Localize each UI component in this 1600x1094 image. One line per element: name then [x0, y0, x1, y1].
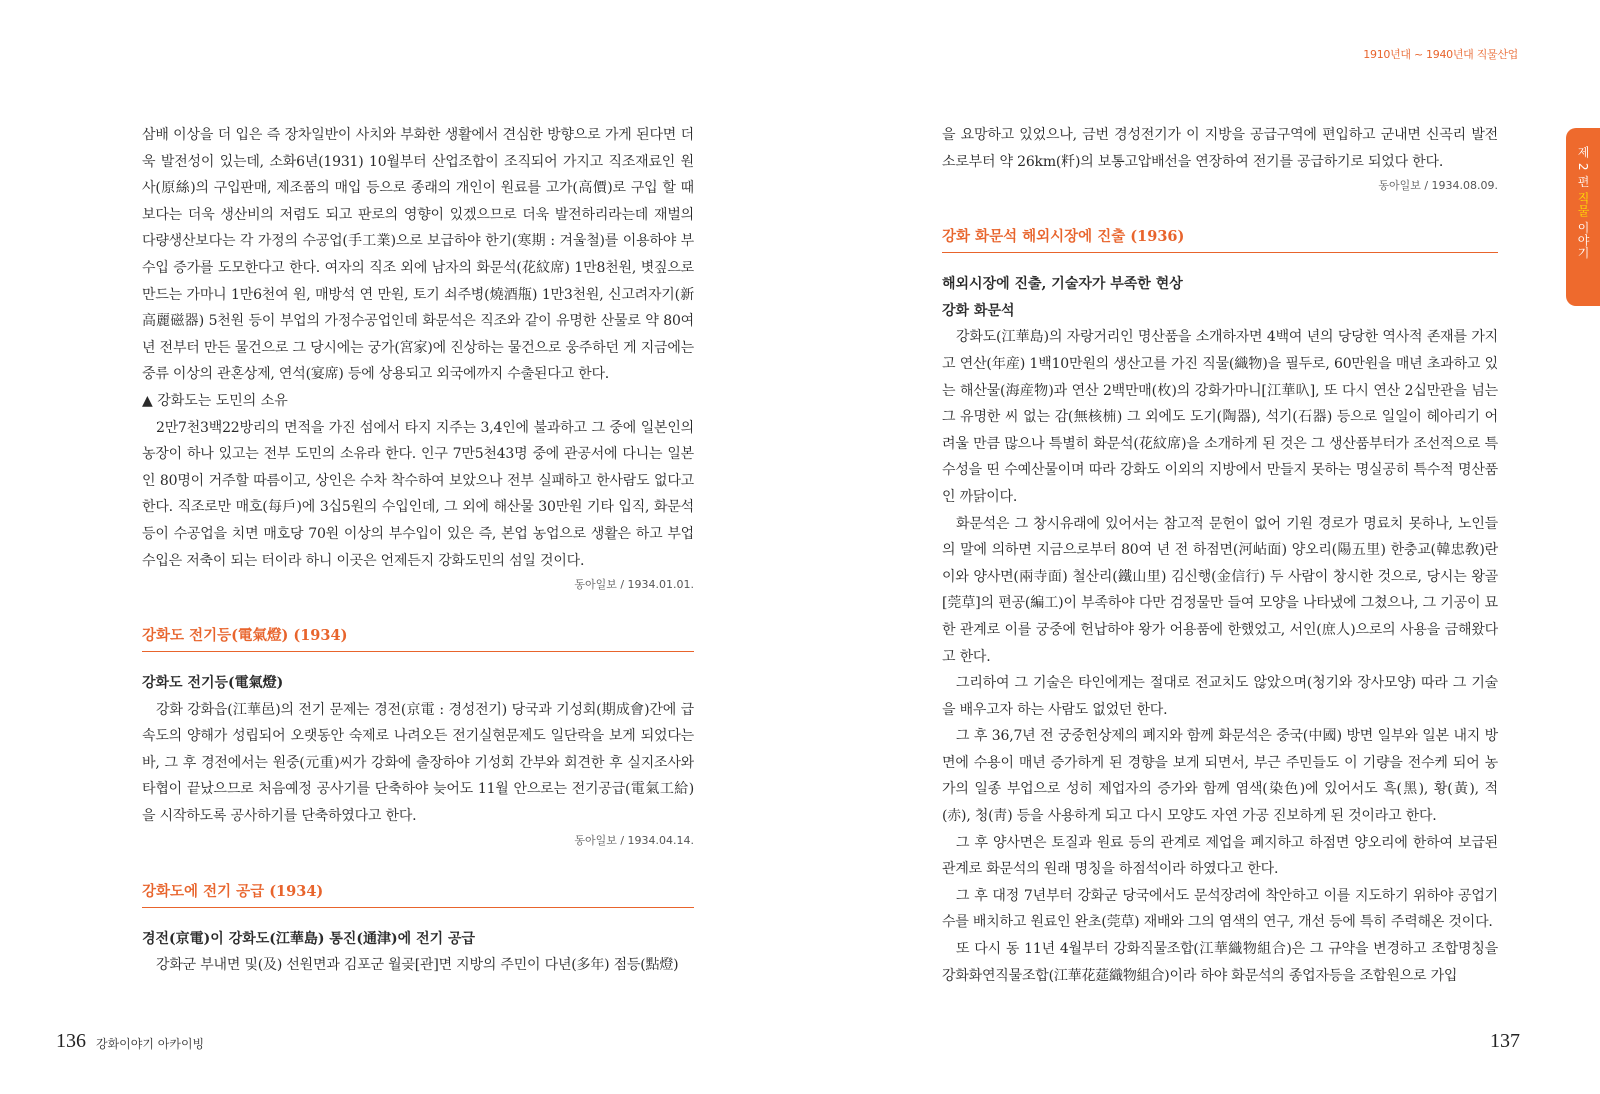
right-page-column — [942, 122, 1498, 989]
right-paragraph-5: 그 후 양사면은 토질과 원료 등의 관계로 제업을 폐지하고 하점면 양오리에 한하여 보급된 관계로 화문석의 원래 명칭을 하점석이라 하였다고 한다. — [942, 834, 1498, 878]
section-body-electric-lamp: 강화 강화읍(江華邑)의 전기 문제는 경전(京電 : 경성전기) 당국과 기성회(期成會)간에 급속도의 양해가 성립되어 오랫동안 숙제로 나려오든 전기실현문제도 일단락을 보게 되었다는 바, 그 후 경전에서는 원중(元重)씨가 강화에 출장하야 기성회 간부와 회견한 후 실지조사와 타협이 끝났으므로 처음예정 공사기를 단축하야 늦어도 11월 안으로는 전기공급(電氣工給)을 시작하도록 공사하기를 단축하였다고 한다. — [142, 701, 694, 825]
section-heading-electric-lamp: 강화도 전기등(電氣燈) — [142, 675, 284, 692]
side-tab-highlight: 직물 — [1576, 192, 1590, 218]
section-body-power-supply: 강화군 부내면 및(及) 선원면과 김포군 월곶[관]면 지방의 주민이 다년(多年) 점등(點燈) — [156, 957, 679, 974]
running-header: 1910년대 ~ 1940년대 직물산업 — [1363, 48, 1518, 61]
left-page-column — [142, 122, 694, 979]
right-intro-paragraph: 을 요망하고 있었으나, 금번 경성전기가 이 지방을 공급구역에 편입하고 군내면 신곡리 발전소로부터 약 26km(粁)의 보통고압배선을 연장하여 전기를 공급하기로 되었다 한다. — [942, 127, 1498, 170]
left-footer-book-title: 강화이야기 아카이빙 — [96, 1037, 205, 1051]
left-intro-paragraph: 삼배 이상을 더 입은 즉 장차일반이 사치와 부화한 생활에서 견심한 방향으로 가게 된다면 더욱 발전성이 있는데, 소화6년(1931) 10월부터 산업조합이 조직되어 가지고 직조재료인 원사(原絲)의 구입판매, 제조품의 매입 등으로 종래의 개인이 원료를 고가(高價)로 구입 할 때보다는 더욱 생산비의 저렴도 되고 판로의 영향이 있겠으므로 더욱 발전하리라는데 재벌의 다량생산보다는 각 가정의 수공업(手工業)으로 보급하야 한기(寒期 : 겨울철)를 이용하야 부수입 증가를 도모한다고 한다. 여자의 직조 외에 남자의 화문석(花紋席) 1만8천원, 볏짚으로 만드는 가마니 1만6천여 원, 매방석 연 만원, 토기 쇠주병(燒酒甁) 1만3천원, 신고려자기(新高麗磁器) 5천원 등이 부업의 가정수공업인데 화문석은 직조와 같이 유명한 산물로 약 80여년 전부터 만든 물건으로 그 당시에는 궁가(宮家)에 진상하는 물건으로 웅주하던 게 지금에는 중류 이상의 관혼상제, 연석(宴席) 등에 상용되고 외국에까지 수출된다고 한다. — [142, 127, 694, 383]
left-subheading-owners: ▲ 강화도는 도민의 소유 — [142, 392, 288, 409]
right-paragraph-6: 그 후 대정 7년부터 강화군 당국에서도 문석장려에 착안하고 이를 지도하기 위하야 공업기수를 배치하고 원료인 완초(莞草) 재배와 그의 염색의 연구, 개선 등에 특히 주력해온 것이다. — [942, 887, 1498, 931]
left-paragraph-owners: 2만7천3백22방리의 면적을 가진 섬에서 타지 지주는 3,4인에 불과하고 그 중에 일본인의 농장이 하나 있고는 전부 도민의 소유라 한다. 인구 7만5천43명 중에 관공서에 다니는 일본인 80명이 거주할 따름이고, 상인은 수차 착수하여 보았으나 전부 실패하고 한사람도 없다고 한다. 직조로만 매호(每戶)에 3십5원의 수입인데, 그 외에 해산물 30만원 기타 입직, 화문석 등이 수공업을 치면 매호당 70원 이상의 부수입이 있은 즉, 본업 농업으로 생활은 하고 부업수입은 저축이 되는 터이라 하니 이곳은 언제든지 강화도민의 섬일 것이다. — [142, 419, 694, 569]
right-paragraph-1: 강화도(江華島)의 자랑거리인 명산품을 소개하자면 4백여 년의 당당한 역사적 존재를 가지고 연산(年産) 1백10만원의 생산고를 가진 직물(織物)을 필두로, 60만원을 매년 초과하고 있는 해산물(海産物)과 연산 2백만매(枚)의 강화가마니[江華叺], 또 다시 연산 2십만관을 넘는 그 유명한 씨 없는 감(無核枾) 그 외에도 도기(陶器), 석기(石器) 등으로 일일이 헤아리기 어려울 만큼 많으나 특별히 화문석(花紋席)을 소개하게 된 것은 그 생산품부터가 조선적으로 특수성을 띤 수예산물이며 따라 강화도 이외의 지방에서 만들지 못하는 명실공히 특수적 명산품인 까닭이다. — [942, 329, 1498, 505]
section-heading-power-supply: 경전(京電)이 강화도(江華島) 통진(通津)에 전기 공급 — [142, 930, 476, 947]
right-paragraph-4: 그 후 36,7년 전 궁중헌상제의 폐지와 함께 화문석은 중국(中國) 방면 일부와 일본 내지 방면에 수용이 매년 증가하게 된 경향을 보게 되면서, 부근 주민들도 이 기량을 전수케 되어 농가의 일종 부업으로 성히 제업자의 증가와 함께 염색(染色)에 있어서도 흑(黑), 황(黃), 적(赤), 청(靑) 등을 사용하게 되고 다시 모양도 자연 가공 진보하게 된 것이라고 한다. — [942, 728, 1498, 825]
left-source-2: 동아일보 / 1934.04.14. — [574, 833, 694, 847]
right-page-number: 137 — [1490, 1030, 1520, 1052]
heading-hwamunseok: 강화 화문석 — [942, 302, 1015, 319]
section-title-power-supply: 강화도에 전기 공급 (1934) — [142, 880, 694, 908]
chapter-side-tab-label — [1575, 146, 1592, 259]
right-paragraph-3: 그리하여 그 기술은 타인에게는 절대로 전교치도 않았으며(청기와 장사모양) 따라 그 기술을 배우고자 하는 사람도 없었던 한다. — [942, 675, 1498, 718]
side-tab-suffix: 이야기 — [1576, 217, 1590, 259]
left-source-1: 동아일보 / 1934.01.01. — [574, 578, 694, 592]
heading-overseas-market: 해외시장에 진출, 기술자가 부족한 현상 — [942, 276, 1183, 293]
left-page-number: 136 — [56, 1030, 86, 1052]
section-title-hwamunseok: 강화 화문석 해외시장에 진출 (1936) — [942, 225, 1498, 253]
right-source-1: 동아일보 / 1934.08.09. — [1378, 179, 1498, 193]
right-paragraph-7: 또 다시 동 11년 4월부터 강화직물조합(江華織物組合)은 그 규약을 변경하고 조합명칭을 강화화연직물조합(江華花莚織物組合)이라 하야 화문석의 종업자등을 조합원으로 가입 — [942, 941, 1498, 984]
right-paragraph-2: 화문석은 그 창시유래에 있어서는 참고적 문헌이 없어 기원 경로가 명료치 못하나, 노인들의 말에 의하면 지금으로부터 80여 년 전 하점면(河岾面) 양오리(陽五里) 한충교(韓忠敎)란 이와 양사면(兩寺面) 철산리(鐵山里) 김신행(金信行) 두 사람이 창시한 것으로, 당시는 왕골[莞草]의 편공(編工)이 부족하야 다만 검정물만 들여 모양을 나타냈에 그쳤으나, 그 기공이 묘한 관계로 이를 궁중에 헌납하야 왕가 어용품에 한했었고, 서인(庶人)으로의 사용을 금해왔다고 한다. — [942, 515, 1498, 665]
side-tab-prefix: 제 2 편 — [1576, 146, 1590, 193]
section-title-electric-lamp: 강화도 전기등(電氣燈) (1934) — [142, 624, 694, 652]
